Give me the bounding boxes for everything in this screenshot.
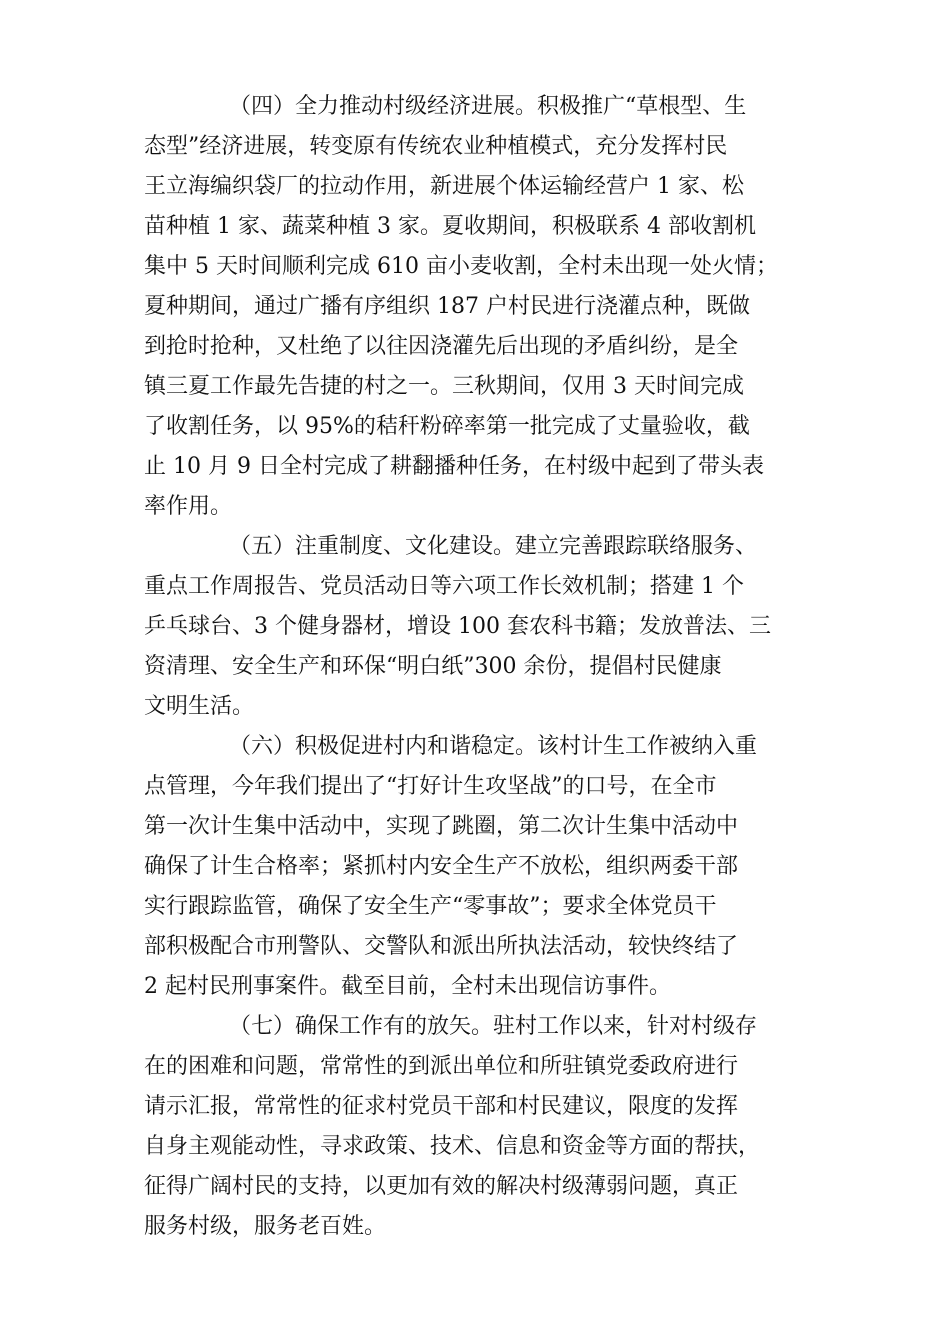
paragraph-4-economy (144, 87, 808, 527)
text-line: 集中 5 天时间顺利完成 610 亩小麦收割，全村未出现一处火情； (144, 254, 778, 279)
text-line: （六）积极促进村内和谐稳定。该村计生工作被纳入重 (229, 734, 758, 759)
document-body (144, 87, 808, 1247)
text-line: 重点工作周报告、党员活动日等六项工作长效机制；搭建 1 个 (144, 574, 744, 599)
text-line: （七）确保工作有的放矢。驻村工作以来，针对村级存 (229, 1014, 758, 1039)
text-line: 自身主观能动性，寻求政策、技术、信息和资金等方面的帮扶， (144, 1134, 761, 1159)
text-line: 实行跟踪监管，确保了安全生产“零事故”；要求全体党员干 (144, 894, 717, 919)
text-line: 在的困难和问题，常常性的到派出单位和所驻镇党委政府进行 (144, 1054, 739, 1079)
text-line: 资清理、安全生产和环保“明白纸”300 余份，提倡村民健康 (144, 654, 722, 679)
text-line: 2 起村民刑事案件。截至目前，全村未出现信访事件。 (144, 974, 671, 999)
text-line: （五）注重制度、文化建设。建立完善跟踪联络服务、 (229, 534, 758, 559)
text-line: 了收割任务，以 95%的秸秆粉碎率第一批完成了丈量验收，截 (144, 414, 750, 439)
text-line: 率作用。 (144, 494, 233, 519)
text-line: 服务村级，服务老百姓。 (144, 1214, 387, 1239)
text-line: 到抢时抢种，又杜绝了以往因浇灌先后出现的矛盾纠纷，是全 (144, 334, 739, 359)
text-line: 点管理，今年我们提出了“打好计生攻坚战”的口号，在全市 (144, 774, 717, 799)
text-line: 态型”经济进展，转变原有传统农业种植模式，充分发挥村民 (144, 134, 728, 159)
paragraph-6-stability (144, 727, 808, 1007)
text-line: 请示汇报，常常性的征求村党员干部和村民建议，限度的发挥 (144, 1094, 739, 1119)
text-line: 部积极配合市刑警队、交警队和派出所执法活动，较快终结了 (144, 934, 739, 959)
text-line: 镇三夏工作最先告捷的村之一。三秋期间，仅用 3 天时间完成 (144, 374, 744, 399)
text-line: 征得广阔村民的支持，以更加有效的解决村级薄弱问题，真正 (144, 1174, 739, 1199)
text-line: 苗种植 1 家、蔬菜种植 3 家。夏收期间，积极联系 4 部收割机 (144, 214, 756, 239)
text-line: （四）全力推动村级经济进展。积极推广“草根型、生 (229, 94, 747, 119)
text-line: 第一次计生集中活动中，实现了跳圈，第二次计生集中活动中 (144, 814, 739, 839)
text-line: 止 10 月 9 日全村完成了耕翻播种任务，在村级中起到了带头表 (144, 454, 764, 479)
text-line: 王立海编织袋厂的拉动作用，新进展个体运输经营户 1 家、松 (144, 174, 744, 199)
paragraph-7-targeted-work (144, 1007, 808, 1247)
text-line: 夏种期间，通过广播有序组织 187 户村民进行浇灌点种，既做 (144, 294, 750, 319)
text-line: 乒乓球台、3 个健身器材，增设 100 套农科书籍；发放普法、三 (144, 614, 771, 639)
text-line: 文明生活。 (144, 694, 255, 719)
paragraph-5-culture (144, 527, 808, 727)
text-line: 确保了计生合格率；紧抓村内安全生产不放松，组织两委干部 (144, 854, 739, 879)
